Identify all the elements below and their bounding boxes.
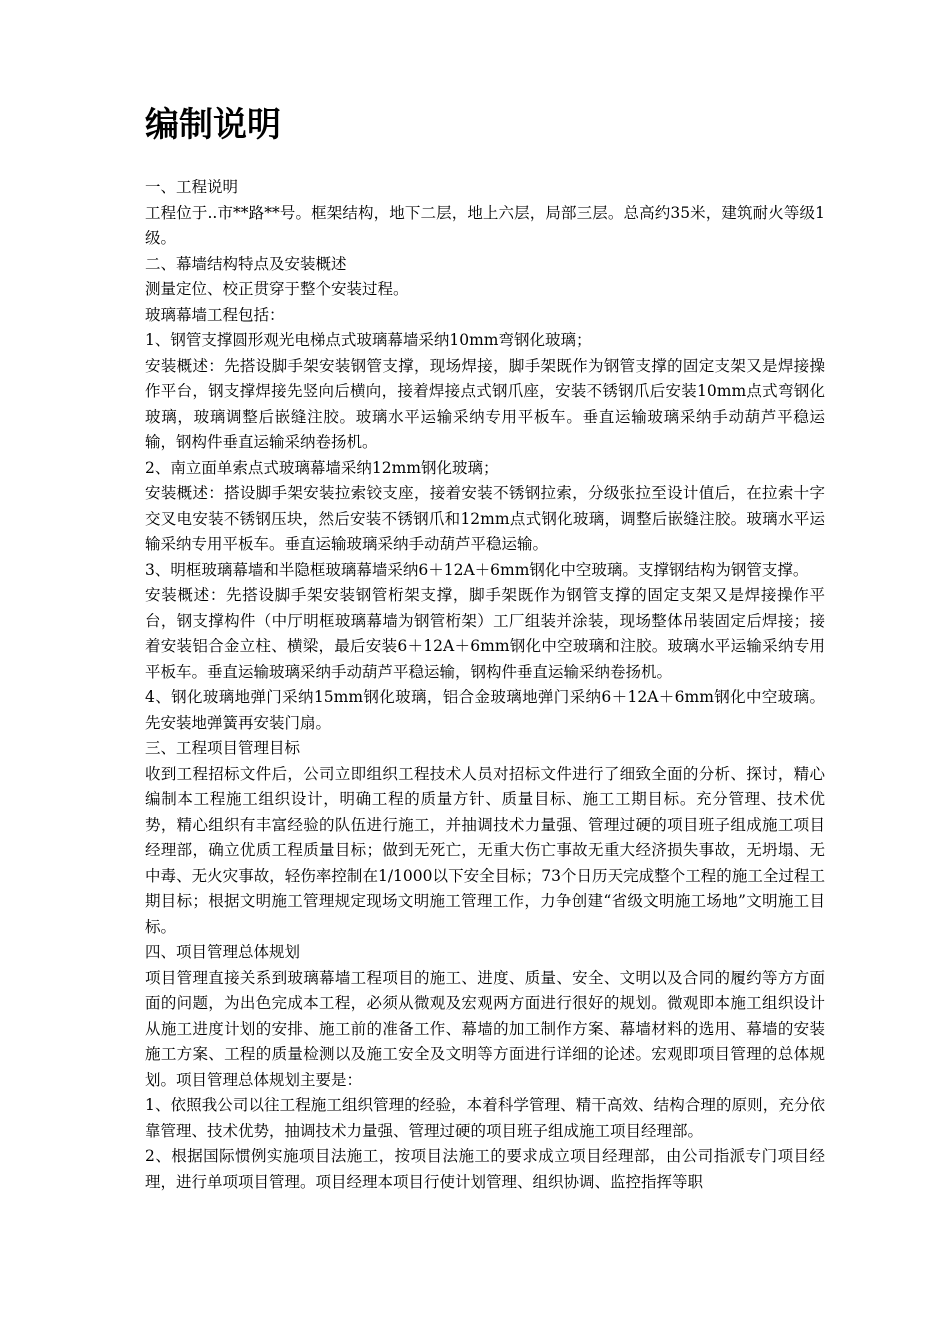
paragraph: 测量定位、校正贯穿于整个安装过程。: [145, 280, 409, 298]
list-item: 2、南立面单索点式玻璃幕墙采纳12mm钢化玻璃；: [145, 458, 499, 477]
list-item: 1、钢管支撑圆形观光电梯点式玻璃幕墙采纳10mm弯钢化玻璃；: [145, 331, 592, 349]
paragraph: 收到工程招标文件后，公司立即组织工程技术人员对招标文件进行了细致全面的分析、探讨，精心编制本工程施工组织设计，明确工程的质量方针、质量目标、施工工期目标。充分管理、技术优势，精心组织有丰富经验的队伍进行施工，并抽调技术力量强、管理过硬的项目班子组成施工项目经理部，确立优质工程质量目标；做到无死亡，无重大伤亡事故无重大经济损失事故，无坍塌、无中毒、无火灾事故，轻伤率控制在1/1000以下安全目标；73个日历天完成整个工程的施工全过程工期目标；根据文明施工管理规定现场文明施工管理工作，力争创建“省级文明施工场地”文明施工目标。: [145, 764, 825, 936]
section-heading-project-description: 一、工程说明: [145, 178, 239, 196]
paragraph: 工程位于..市**路**号。框架结构，地下二层，地上六层，局部三层。总高约35米，建筑耐火等级1级。: [145, 203, 825, 247]
document-title: 编制说明: [145, 105, 281, 145]
section-heading-curtain-wall-overview: 二、幕墙结构特点及安装概述: [145, 254, 347, 273]
list-item: 1、依照我公司以往工程施工组织管理的经验，本着科学管理、精干高效、结构合理的原则，充分依靠管理、技术优势，抽调技术力量强、管理过硬的项目班子组成施工项目经理部。: [145, 1096, 825, 1140]
section-heading-management-goals: 三、工程项目管理目标: [145, 739, 301, 757]
document-body: [145, 175, 825, 1195]
list-item: 4、钢化玻璃地弹门采纳15mm钢化玻璃，铝合金玻璃地弹门采纳6＋12A＋6mm钢化中空玻璃。先安装地弹簧再安装门扇。: [145, 688, 825, 732]
list-item: 2、根据国际惯例实施项目法施工，按项目法施工的要求成立项目经理部，由公司指派专门项目经理，进行单项项目管理。项目经理本项目行使计划管理、组织协调、监控指挥等职: [145, 1147, 825, 1191]
paragraph: 玻璃幕墙工程包括：: [145, 305, 285, 324]
paragraph: 安装概述：先搭设脚手架安装钢管桁架支撑，脚手架既作为钢管支撑的固定支架又是焊接操作平台，钢支撑构件（中厅明框玻璃幕墙为钢管桁架）工厂组装并涂装，现场整体吊装固定后焊接；接着安装铝合金立柱、横梁，最后安装6＋12A＋6mm钢化中空玻璃和注胶。玻璃水平运输采纳专用平板车。垂直运输玻璃采纳手动葫芦平稳运输，钢构件垂直运输采纳卷扬机。: [145, 586, 825, 681]
section-heading-overall-planning: 四、项目管理总体规划: [145, 943, 301, 961]
paragraph: 项目管理直接关系到玻璃幕墙工程项目的施工、进度、质量、安全、文明以及合同的履约等方方面面的问题，为出色完成本工程，必须从微观及宏观两方面进行很好的规划。微观即本施工组织设计从施工进度计划的安排、施工前的准备工作、幕墙的加工制作方案、幕墙材料的选用、幕墙的安装施工方案、工程的质量检测以及施工安全及文明等方面进行详细的论述。宏观即项目管理的总体规划。项目管理总体规划主要是：: [145, 968, 825, 1089]
list-item: 3、明框玻璃幕墙和半隐框玻璃幕墙采纳6＋12A＋6mm钢化中空玻璃。支撑钢结构为钢管支撑。: [145, 560, 809, 579]
paragraph: 安装概述：搭设脚手架安装拉索铰支座，接着安装不锈钢拉索，分级张拉至设计值后，在拉索十字交叉电安装不锈钢压块，然后安装不锈钢爪和12mm点式钢化玻璃，调整后嵌缝注胶。玻璃水平运输采纳专用平板车。垂直运输玻璃采纳手动葫芦平稳运输。: [145, 484, 825, 553]
paragraph: 安装概述：先搭设脚手架安装钢管支撑，现场焊接，脚手架既作为钢管支撑的固定支架又是焊接操作平台，钢支撑焊接先竖向后横向，接着焊接点式钢爪座，安装不锈钢爪后安装10mm点式弯钢化玻璃，玻璃调整后嵌缝注胶。玻璃水平运输采纳专用平板车。垂直运输玻璃采纳手动葫芦平稳运输，钢构件垂直运输采纳卷扬机。: [145, 356, 825, 451]
